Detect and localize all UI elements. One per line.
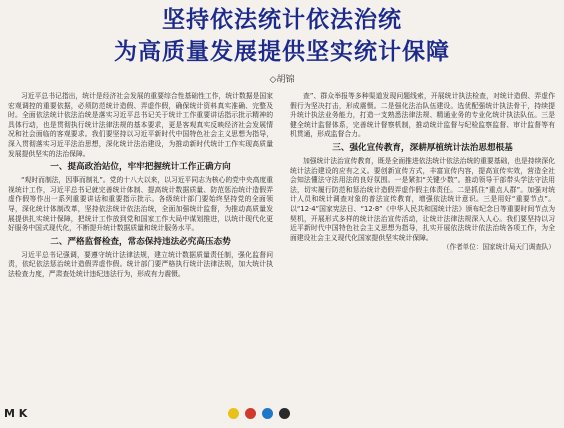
section-2-continued-paragraph: 查”、群众举报等多种渠道发现问题线索，开展统计执法检查，对统计造假、弄虚作假行为坚决打击，形成震慑。二是强化法治队伍建设。选优配强统计执法骨干，持续提升统计执法业务能力，打造一支熟悉法律法规、精通业务的专业化统计执法队伍。三是健全统计监督体系，完善统计督察机制，推动统计监督与纪检监察监督、审计监督等有机贯通，形成监督合力。	[290, 92, 555, 139]
author-affiliation: （作者单位：国家统计局天门调查队）	[442, 243, 555, 252]
headline-line-2: 为高质量发展提供坚实统计保障	[114, 39, 450, 65]
registration-dot-yellow	[228, 408, 239, 419]
author-byline: ◇胡锦	[269, 75, 295, 85]
section-1-paragraph: “观时而制法，因事而制礼”。党的十八大以来，以习近平同志为核心的党中央高度重视统计工作，习近平总书记就完善统计体制、提高统计数据质量、防范惩治统计造假弄虚作假等作出一系列重要讲话和重要指示批示。各级统计部门要始终坚持党的全面领导，深化统计体制改革，坚持依法统计依法治统，全面加强统计监督，为推动高质量发展提供扎实统计保障，把统计工作放到党和国家工作大局中谋划推进，以统计现代化更好服务中国式现代化，不断提升统计数据质量和统计服务水平。	[8, 176, 273, 233]
headline-line-1: 坚持依法统计依法治统	[162, 7, 402, 33]
right-column	[290, 92, 555, 253]
left-column	[8, 92, 273, 280]
section-2-paragraph: 习近平总书记强调，要遵守统计法律法规，建立统计数据质量责任制，强化监督问责，依纪依法惩治统计造假弄虚作假。统计部门要严格执行统计法律法规，加大统计执法检查力度，严肃查处统计违纪违法行为，形成有力震慑。	[8, 250, 273, 278]
registration-dot-blue	[262, 408, 273, 419]
print-marks: M K	[4, 407, 28, 420]
color-registration-dots	[228, 408, 290, 419]
section-heading-3: 三、强化宣传教育，深耕厚植统计法治思想根基	[332, 142, 513, 153]
registration-dot-black	[279, 408, 290, 419]
section-heading-1: 一、提高政治站位，牢牢把握统计工作正确方向	[50, 162, 231, 173]
registration-dot-red	[245, 408, 256, 419]
section-heading-2: 二、严格监督检查，常态保持违法必究高压态势	[50, 236, 231, 247]
section-3-paragraph: 加强统计法治宣传教育，既是全面推进依法统计依法治统的重要基础，也是持续深化统计法治建设的应有之义。要创新宣传方式，丰富宣传内容，提高宣传实效，营造全社会知法懂法守法用法的良好氛围。一是紧扣“关键少数”。推动领导干部带头学法守法用法，切实履行防范和惩治统计造假弄虚作假主体责任。二是抓住“重点人群”。加强对统计人员和统计调查对象的普法宣传教育，增强依法统计意识。三是用好“重要节点”。以“12·4”国家宪法日、“12·8”《中华人民共和国统计法》颁布纪念日等重要时间节点为契机，开展形式多样的统计法治宣传活动，让统计法律法规深入人心。我们要坚持以习近平新时代中国特色社会主义思想为指导，扎实开展依法统计依法治统各项工作，为全面建设社会主义现代化国家提供坚实统计保障。	[290, 156, 555, 242]
intro-paragraph: 习近平总书记指出，统计是经济社会发展的重要综合性基础性工作，统计数据是国家宏观调控的重要依据，必须防范统计造假、弄虚作假，确保统计资料真实准确、完整及时。全面依法统计依法治统是落实习近平总书记关于统计工作重要讲话指示批示精神的具体行动，也是贯彻执行统计法律法规的基本要求，更是客观真实反映经济社会发展情况和社会面临的客观要求。我们要坚持以习近平新时代中国特色社会主义思想为指导，深入贯彻落实习近平法治思想，深化统计法治建设，为推动新时代统计工作实现高质量发展提供坚实的法治保障。	[8, 92, 273, 158]
